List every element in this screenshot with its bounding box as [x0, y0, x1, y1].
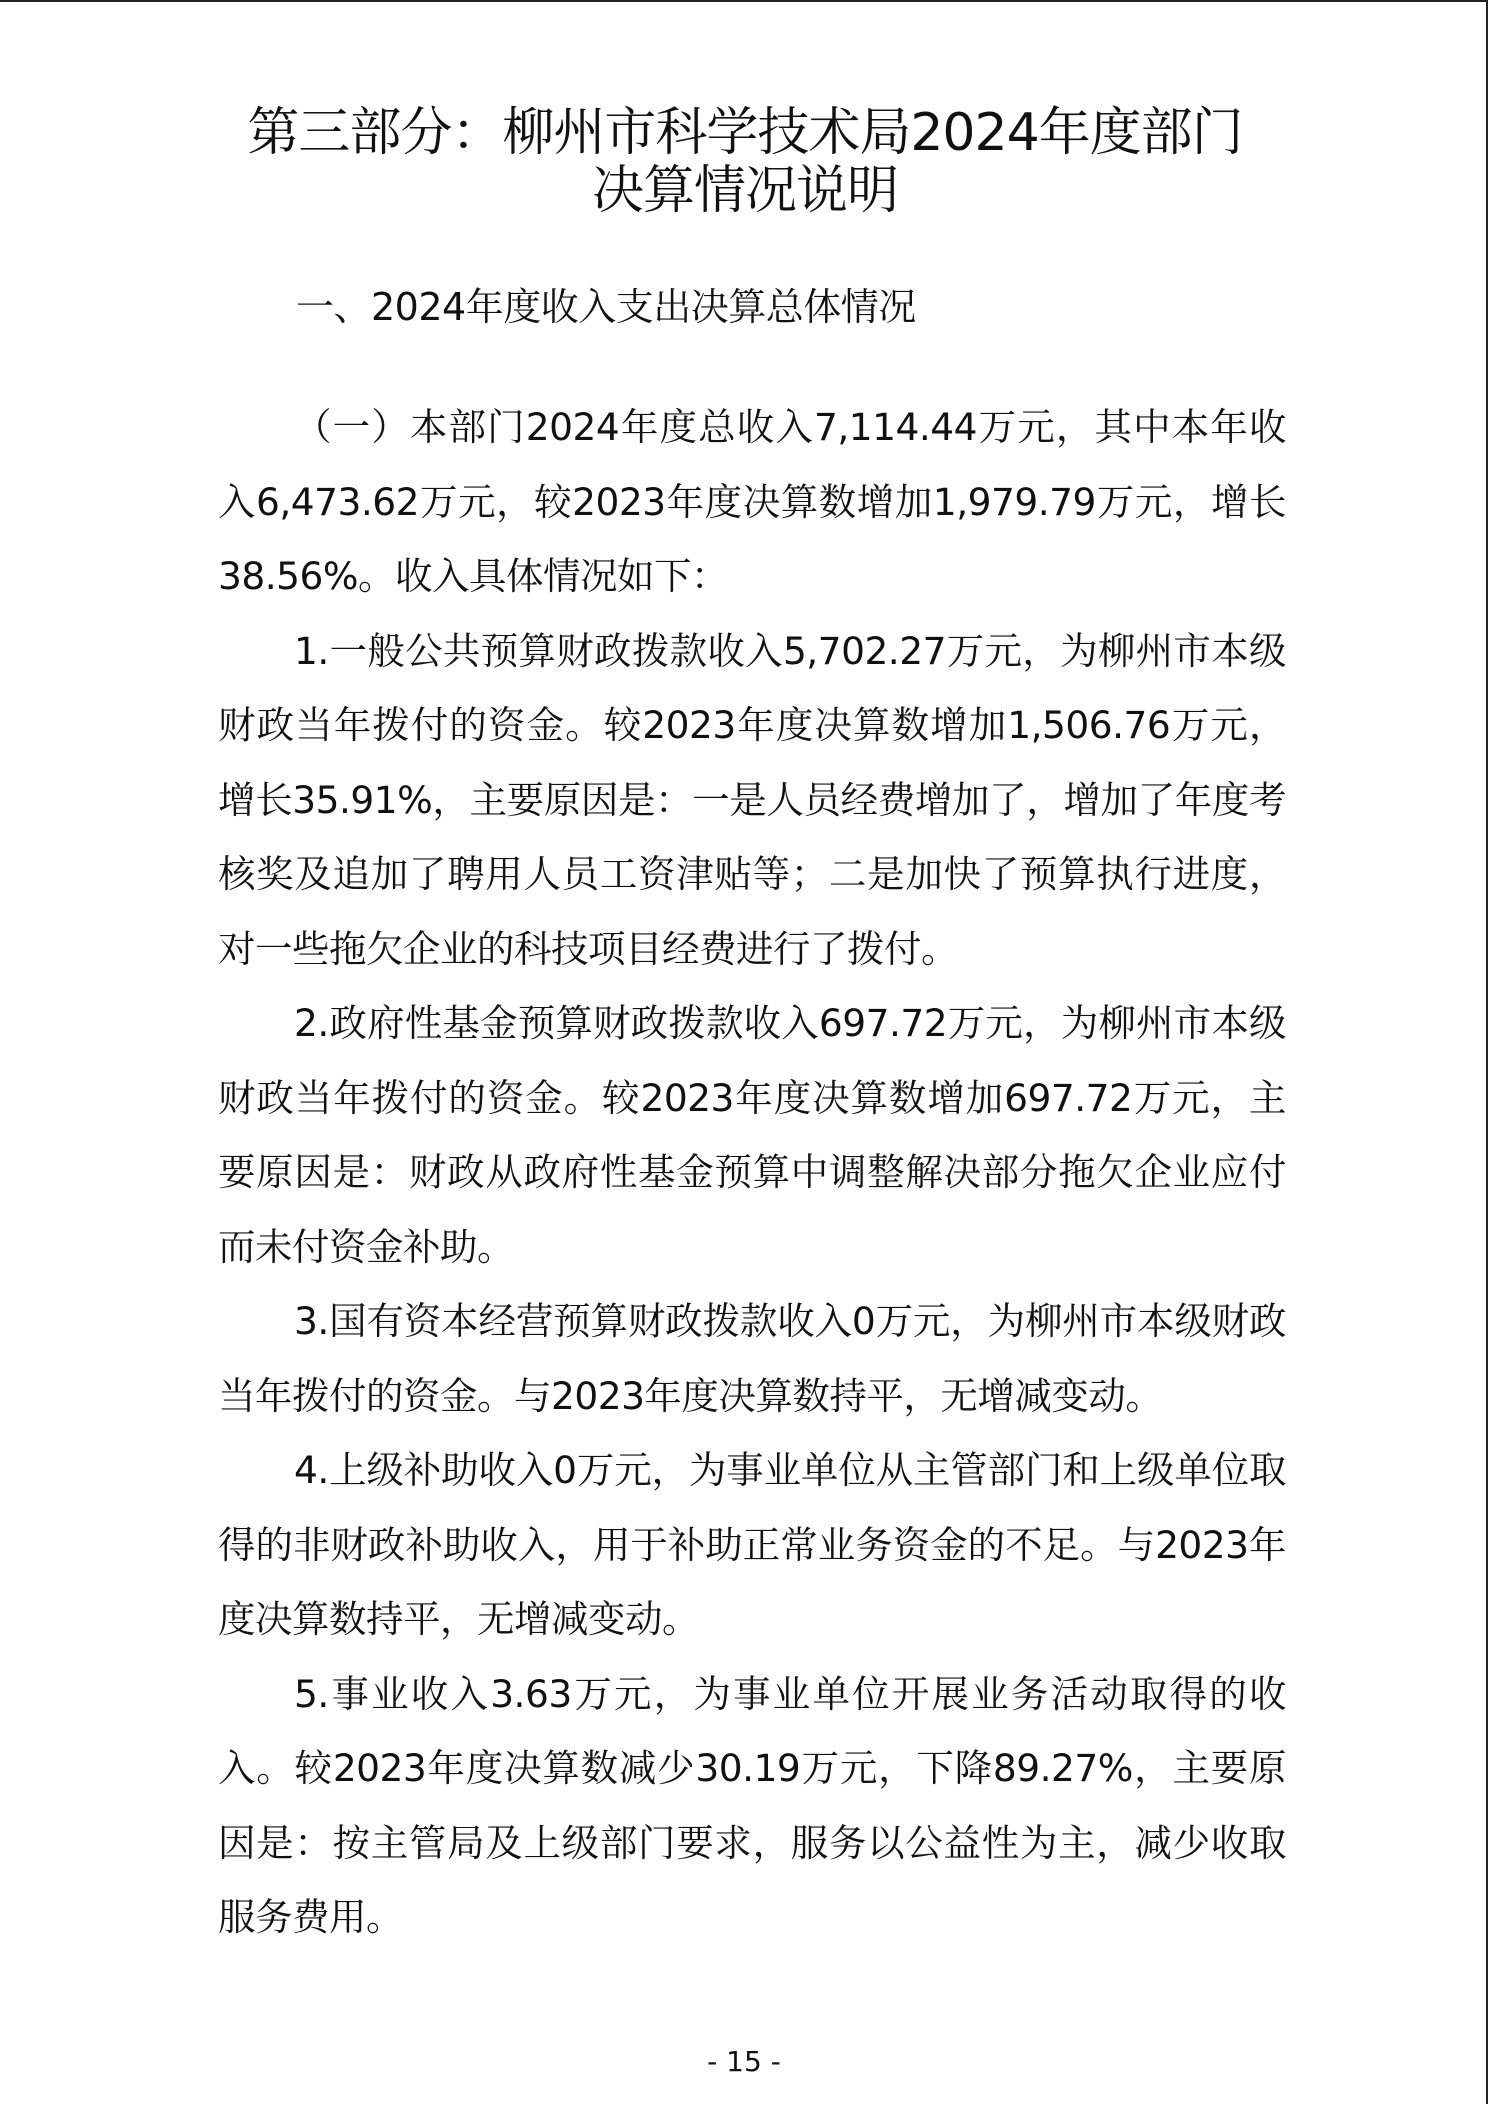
- document-body: [218, 390, 1286, 1955]
- page-title-line-1: 第三部分：柳州市科学技术局2024年度部门: [247, 103, 1243, 163]
- page-title-line-2: 决算情况说明: [591, 161, 898, 221]
- paragraph-state-capital-income: 3.国有资本经营预算财政拨款收入0万元，为柳州市本级财政当年拨付的资金。与2023年度决算数持平，无增减变动。: [218, 1299, 1286, 1418]
- page-number: - 15 -: [707, 2045, 781, 2078]
- paragraph-superior-subsidy-income: 4.上级补助收入0万元，为事业单位从主管部门和上级单位取得的非财政补助收入，用于补助正常业务资金的不足。与2023年度决算数持平，无增减变动。: [218, 1448, 1286, 1641]
- paragraph-general-budget-income: 1.一般公共预算财政拨款收入5,702.27万元，为柳州市本级财政当年拨付的资金。较2023年度决算数增加1,506.76万元，增长35.91%，主要原因是：一是人员经费增加了，增加了年度考核奖及追加了聘用人员工资津贴等；二是加快了预算执行进度，对一些拖欠企业的科技项目经费进行了拨付。: [218, 628, 1286, 971]
- paragraph-government-fund-income: 2.政府性基金预算财政拨款收入697.72万元，为柳州市本级财政当年拨付的资金。较2023年度决算数增加697.72万元，主要原因是：财政从政府性基金预算中调整解决部分拖欠企业应付而未付资金补助。: [218, 1001, 1286, 1269]
- paragraph-business-income: 5.事业收入3.63万元，为事业单位开展业务活动取得的收入。较2023年度决算数减少30.19万元，下降89.27%，主要原因是：按主管局及上级部门要求，服务以公益性为主，减少收取服务费用。: [218, 1671, 1286, 1939]
- paragraph-total-income: （一）本部门2024年度总收入7,114.44万元，其中本年收入6,473.62万元，较2023年度决算数增加1,979.79万元，增长38.56%。收入具体情况如下：: [218, 405, 1286, 598]
- page-title: [210, 104, 1280, 220]
- section-heading: 一、2024年度收入支出决算总体情况: [296, 285, 916, 329]
- page-border-top: [0, 0, 1488, 2]
